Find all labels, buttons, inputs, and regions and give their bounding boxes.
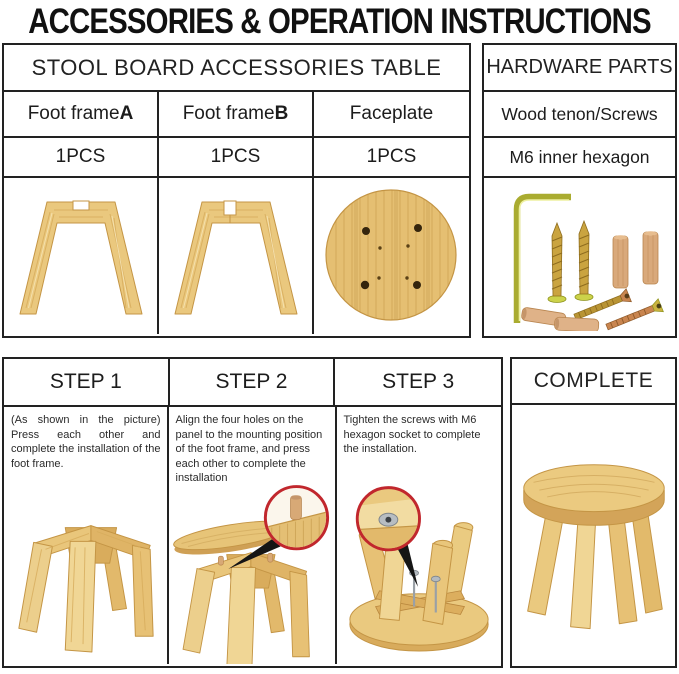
steps-body-row (4, 407, 501, 664)
magnifier-circle (264, 487, 327, 550)
step-3-header: STEP 3 (382, 370, 455, 393)
foot-frame-b-image (159, 178, 314, 334)
step-3-description: Tighten the screws with M6 hexagon socket to complete the installation. (343, 414, 481, 456)
page-title: ACCESSORIES & OPERATION INSTRUCTIONS (28, 2, 651, 41)
hardware-image (484, 178, 675, 334)
accessories-qty-row (4, 138, 469, 178)
accessories-table (2, 43, 471, 338)
foot-frame-b-illustration (167, 190, 305, 322)
accessory-label-foot-frame-a: Foot frame A (4, 92, 159, 136)
complete-stool-illustration (514, 424, 674, 646)
hardware-table-header: HARDWARE PARTS (484, 45, 675, 92)
steps-table (2, 357, 503, 668)
foot-frame-a-image (4, 178, 159, 334)
accessory-label-faceplate: Faceplate (349, 103, 434, 124)
step-2-illustration (169, 484, 335, 664)
steps-header-row (4, 359, 501, 407)
accessories-image-row (4, 178, 469, 334)
step-3-illustration (340, 484, 498, 664)
complete-table (510, 357, 677, 668)
step-2-description: Align the four holes on the panel to the mounting position of the foot frame, and press each other to complete the installation (175, 414, 323, 485)
hardware-table (482, 43, 677, 338)
step-1-description: (As shown in the picture) Press each other and complete the installation of the foot frame. (11, 414, 161, 470)
screw-icon (548, 223, 566, 303)
qty-foot-frame-a: 1PCS (4, 138, 159, 176)
screw-icon (575, 221, 593, 301)
faceplate-image (314, 178, 469, 334)
step-2-cell (169, 407, 337, 664)
hardware-illustration (487, 181, 673, 331)
accessories-label-row (4, 92, 469, 138)
step-1-image (4, 479, 167, 664)
magnifier-circle (357, 488, 422, 552)
foot-frame-a-illustration (12, 190, 150, 322)
step-1-cell (4, 407, 169, 664)
wood-tenon-icon (613, 235, 628, 288)
step-2-image (169, 479, 335, 664)
qty-foot-frame-b: 1PCS (159, 138, 314, 176)
wood-tenon-icon (554, 317, 599, 331)
hardware-row-m6: M6 inner hexagon (484, 138, 675, 178)
step-3-cell (337, 407, 502, 664)
faceplate-illustration (322, 186, 462, 326)
accessories-table-header: STOOL BOARD ACCESSORIES TABLE (4, 45, 469, 92)
step-1-header: STEP 1 (4, 359, 170, 405)
hardware-row-tenon-screws: Wood tenon/Screws (484, 92, 675, 138)
qty-faceplate: 1PCS (366, 146, 417, 167)
accessory-label-foot-frame-b: Foot frame B (159, 92, 314, 136)
complete-header: COMPLETE (512, 359, 675, 405)
step-1-illustration (6, 484, 164, 664)
step-2-header: STEP 2 (170, 359, 336, 405)
allen-key-icon (517, 197, 571, 323)
step-3-image (337, 479, 502, 664)
wood-tenon-icon (643, 231, 658, 284)
complete-image (512, 405, 675, 664)
